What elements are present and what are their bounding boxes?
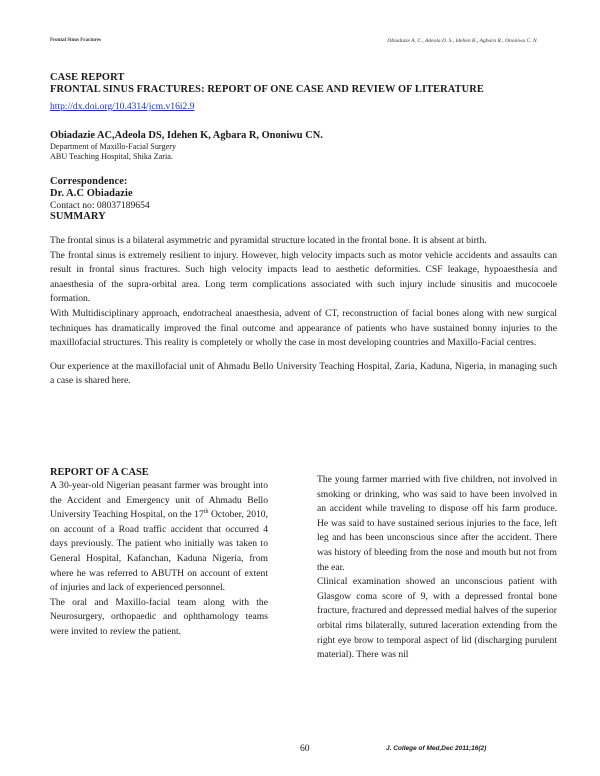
ordinal-superscript: th: [203, 509, 209, 515]
case-text: A 30-year-old Nigerian peasant farmer was brought into the Accident and Emergency unit of Ahmadu Bello University Teaching Hospital, on the 17: [50, 480, 268, 521]
contact-number: Contact no: 08037189654: [50, 200, 150, 211]
running-head-right: Obiadazie A. C., Adeola D. S., Idehen K., Agbara R., Ononiwu C. N.: [387, 38, 538, 44]
doi-link[interactable]: http://dx.doi.org/10.4314/jcm.v16i2.9: [50, 101, 195, 112]
summary-heading: SUMMARY: [50, 211, 106, 222]
summary-paragraph: The frontal sinus is extremely resilient to injury. However, high velocity impacts such as motor vehicle accidents and assaults can result in frontal sinus fractures. Such high velocity impacts lead to aesthetic deformities. CSF leakage, hypoaesthesia and anaesthesia of the supra-orbital area. Long term complications associated with such injury include sinusitis and mucocoele formation.: [50, 249, 557, 305]
case-heading: REPORT OF A CASE: [50, 467, 149, 478]
journal-citation: J. College of Med,Dec 2011;16(2): [386, 745, 487, 752]
summary-body: [50, 234, 557, 389]
article-type: CASE REPORT: [50, 72, 125, 83]
case-paragraph: The oral and Maxillo-facial team along with the Neurosurgery, orthopaedic and ophthamology teams were invited to review the patient.: [50, 596, 268, 637]
summary-paragraph: With Multidisciplinary approach, endotracheal anaesthesia, advent of CT, reconstruction of facial bones along with new surgical techniques has dramatically improved the final outcome and appearance of patients who have sustained bonny injuries to the maxillofacial structures. This reality is completely or wholly the case in most developing countries and Maxillo-Facial centres.: [50, 307, 557, 349]
page-number: 60: [300, 743, 310, 754]
correspondence-block: [50, 176, 555, 223]
department: Department of Maxillo-Facial Surgery: [50, 142, 177, 151]
summary-paragraph: The frontal sinus is a bilateral asymmetric and pyramidal structure located in the frontal bone. It is absent at birth.: [50, 235, 487, 246]
hospital: ABU Teaching Hospital, Shika Zaria.: [50, 152, 173, 161]
article-header: [50, 72, 555, 223]
article-title: FRONTAL SINUS FRACTURES: REPORT OF ONE CASE AND REVIEW OF LITERATURE: [50, 84, 484, 95]
author-list: Obiadazie AC,Adeola DS, Idehen K, Agbara R, Ononiwu CN.: [50, 130, 323, 141]
summary-paragraph: Our experience at the maxillofacial unit of Ahmadu Bello University Teaching Hospital, Zaria, Kaduna, Nigeria, in managing such a case is shared here.: [50, 360, 557, 387]
correspondent-name: Dr. A.C Obiadazie: [50, 188, 133, 199]
case-text: October, 2010, on account of a Road traffic accident that occurred 4 days previously. The patient who initially was taken to General Hospital, Kafanchan, Kaduna Nigeria, from where he was referred to ABUTH on account of extent of injuries and lack of experienced personnel.: [50, 509, 268, 594]
right-column: [317, 473, 557, 663]
case-paragraph: The young farmer married with five children, not involved in smoking or drinking, who was said to have been involved in an accident while traveling to dispose off his farm produce. He was said to have sustained serious injuries to the face, left leg and has been unconscious since after the accident. There was history of bleeding from the nose and mouth but not from the ear.: [317, 474, 557, 573]
case-paragraph: [50, 479, 268, 596]
correspondence-label: Correspondence:: [50, 176, 128, 187]
case-paragraph: Clinical examination showed an unconscious patient with Glasgow coma score of 9, with a depressed frontal bone fracture, fractured and depressed medial halves of the superior orbital rims bilaterally, sutured laceration extending from the right eye brow to temporal aspect of lid (discharging purulent material). There was nil: [317, 576, 557, 661]
running-head-left: Frontal Sinus Fractures: [50, 38, 101, 43]
left-column: [50, 466, 268, 640]
